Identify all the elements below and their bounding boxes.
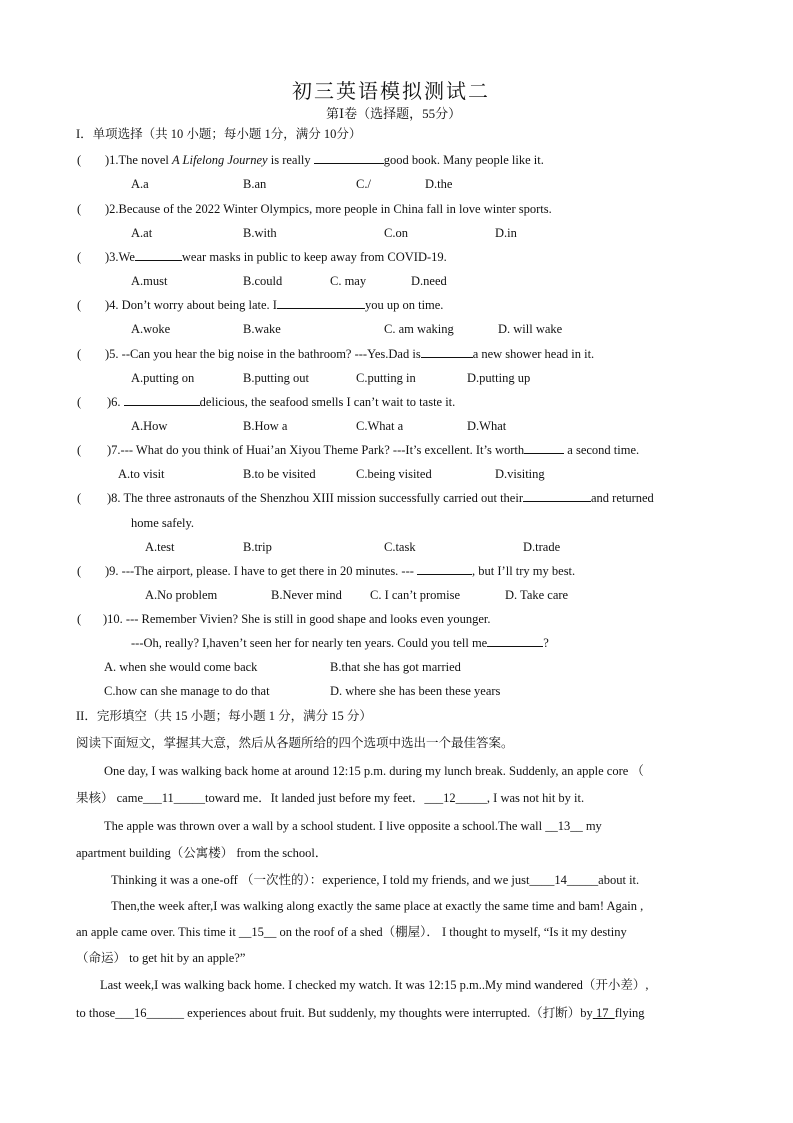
option-b: B.an <box>243 177 267 191</box>
option-c: C. I can’t promise <box>370 588 461 602</box>
question-text-line2: home safely. <box>131 516 195 530</box>
passage-line: （命运） to get hit by an apple?” <box>76 951 246 965</box>
section1-heading: I．单项选择（共 10 小题；每小题 1分，满分 10分） <box>76 127 362 141</box>
option-d: D.putting up <box>467 371 531 385</box>
option-b: B.wake <box>243 322 281 336</box>
answer-blank <box>421 346 473 358</box>
option-d: D. will wake <box>498 322 563 336</box>
option-b: B.with <box>243 226 277 240</box>
option-b: B.How a <box>243 419 288 433</box>
option-a: A.No problem <box>145 588 218 602</box>
option-b: B.could <box>243 274 283 288</box>
option-c: C.how can she manage to do that <box>104 684 270 698</box>
option-b: B.Never mind <box>271 588 342 602</box>
option-c: C.on <box>384 226 408 240</box>
answer-paren-open: ( <box>77 153 82 167</box>
page-title: 初三英语模拟测试二 <box>292 81 490 103</box>
option-c: C.What a <box>356 419 404 433</box>
option-a: A.must <box>131 274 168 288</box>
option-c: C.being visited <box>356 467 432 481</box>
cloze-blank-17: 17 <box>595 1006 609 1020</box>
option-d: D.What <box>467 419 507 433</box>
option-d: D. Take care <box>505 588 569 602</box>
option-b: B.putting out <box>243 371 309 385</box>
passage-line: to those___16______ experiences about fruit. But suddenly, my thoughts were interrupted.（打断）by 17 flying <box>76 1006 645 1020</box>
question-text: )4. Don’t worry about being late. I you up on time. <box>105 298 444 312</box>
answer-blank <box>124 394 200 406</box>
question-text: )2.Because of the 2022 Winter Olympics, more people in China fall in love winter sports. <box>105 202 552 216</box>
option-c: C. may <box>330 274 367 288</box>
option-a: A.How <box>131 419 168 433</box>
option-d: D.need <box>411 274 447 288</box>
passage-line: One day, I was walking back home at around 12:15 p.m. during my lunch break. Suddenly, an apple core （ <box>104 764 644 778</box>
question-text: )6. delicious, the seafood smells I can’t wait to taste it. <box>107 395 456 409</box>
answer-blank <box>314 152 384 164</box>
answer-blank <box>524 442 564 454</box>
passage-line: Then,the week after,I was walking along exactly the same place at exactly the same time and bam! Again , <box>111 899 644 913</box>
passage-line: apartment building（公寓楼） from the school． <box>76 846 328 860</box>
passage-line: an apple came over. This time it __15__ on the roof of a shed（棚屋）． I thought to myself, “Is it my destiny <box>76 925 627 939</box>
question-text: )10. --- Remember Vivien? She is still in good shape and looks even younger. <box>103 612 491 626</box>
question-text: )3.We wear masks in public to keep away from COVID-19. <box>105 250 447 264</box>
answer-paren-open: ( <box>77 347 82 361</box>
question-text: )5. --Can you hear the big noise in the bathroom? ---Yes.Dad is a new shower head in it. <box>105 347 595 361</box>
answer-paren-open: ( <box>77 612 82 626</box>
answer-paren-open: ( <box>77 298 82 312</box>
option-d: D.visiting <box>495 467 545 481</box>
answer-paren-open: ( <box>77 564 82 578</box>
answer-paren-open: ( <box>77 443 82 457</box>
option-d: D.trade <box>523 540 561 554</box>
answer-paren-open: ( <box>77 250 82 264</box>
question-text: )7.--- What do you think of Huai’an Xiyou Theme Park? ---It’s excellent. It’s worth a second time. <box>107 443 640 457</box>
question-text: )8. The three astronauts of the Shenzhou XIII mission successfully carried out their and returned <box>107 491 654 505</box>
passage-line: 果核） came___11_____toward me．It landed just before my feet．___12_____, I was not hit by it. <box>76 791 585 805</box>
option-a: A.test <box>145 540 175 554</box>
option-a: A.woke <box>131 322 171 336</box>
option-d: D.the <box>425 177 453 191</box>
option-c: C. am waking <box>384 322 454 336</box>
answer-blank <box>487 635 543 647</box>
option-a: A. when she would come back <box>104 660 258 674</box>
page-subtitle: 第Ⅰ卷（选择题，55分） <box>326 106 462 121</box>
option-c: C.putting in <box>356 371 416 385</box>
option-a: A.at <box>131 226 153 240</box>
option-a: A.to visit <box>118 467 165 481</box>
question-text: )9. ---The airport, please. I have to get there in 20 minutes. --- , but I’ll try my best. <box>105 564 576 578</box>
question-text-line2: ---Oh, really? I,haven’t seen her for nearly ten years. Could you tell me ? <box>131 636 549 650</box>
answer-paren-open: ( <box>77 491 82 505</box>
passage-line: Last week,I was walking back home. I checked my watch. It was 12:15 p.m..My mind wandered（开小差）, <box>100 978 649 992</box>
option-b: B.trip <box>243 540 272 554</box>
option-d: D. where she has been these years <box>330 684 501 698</box>
answer-blank <box>277 297 365 309</box>
answer-paren-open: ( <box>77 395 82 409</box>
option-a: A.a <box>131 177 149 191</box>
passage-line: The apple was thrown over a wall by a school student. I live opposite a school.The wall __13__ my <box>104 819 602 833</box>
option-c: C./ <box>356 177 371 191</box>
question-text: )1.The novel A Lifelong Journey is really good book. Many people like it. <box>105 153 544 167</box>
option-c: C.task <box>384 540 416 554</box>
section2-instruction: 阅读下面短文，掌握其大意，然后从各题所给的四个选项中选出一个最佳答案。 <box>76 736 514 750</box>
answer-blank <box>523 490 591 502</box>
answer-paren-open: ( <box>77 202 82 216</box>
option-d: D.in <box>495 226 517 240</box>
answer-blank <box>135 249 182 261</box>
passage-line: Thinking it was a one-off （一次性的）：experience, I told my friends, and we just____14_____about it. <box>111 873 640 887</box>
answer-blank <box>417 563 472 575</box>
option-b: B.to be visited <box>243 467 316 481</box>
option-b: B.that she has got married <box>330 660 461 674</box>
option-a: A.putting on <box>131 371 195 385</box>
section2-heading: II．完形填空（共 15 小题；每小题 1 分，满分 15 分） <box>76 709 372 723</box>
